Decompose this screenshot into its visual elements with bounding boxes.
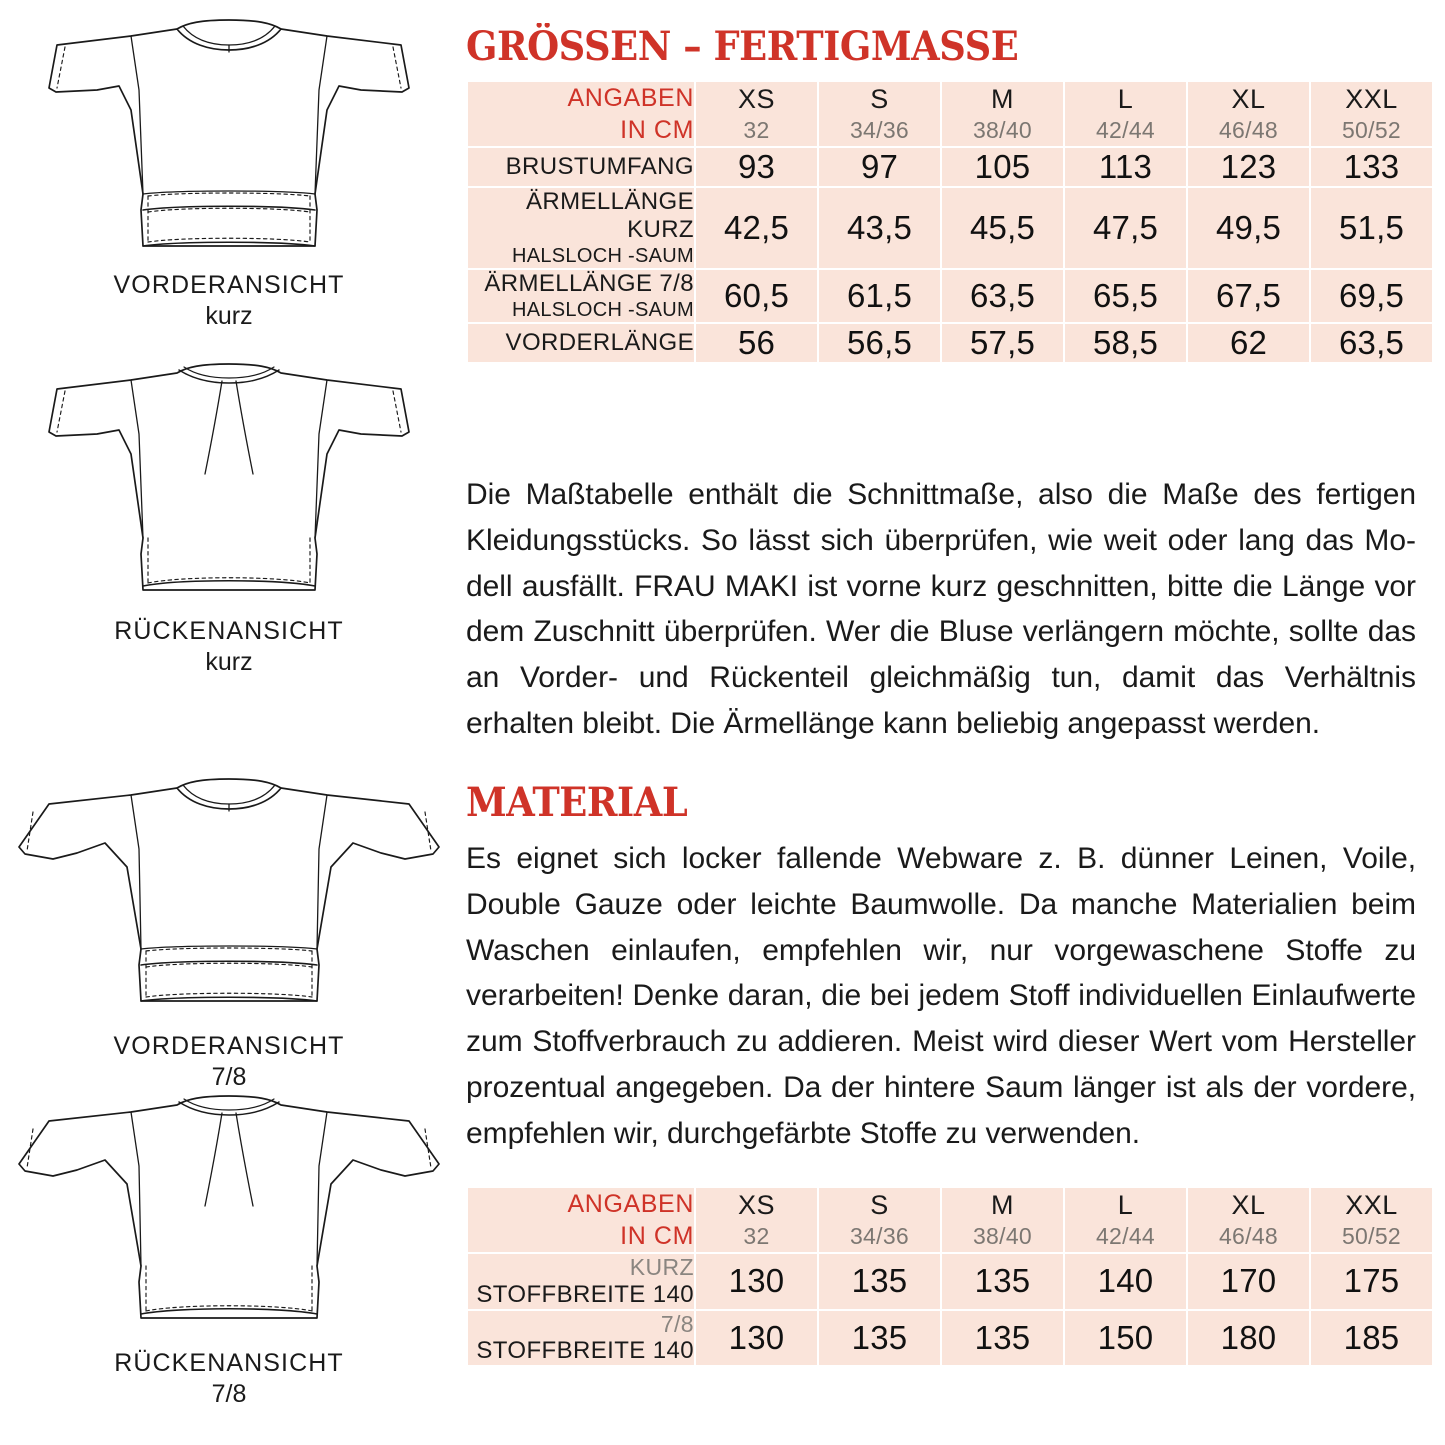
size-eu: 38/40 (972, 116, 1033, 143)
cell-value: 135 (819, 1254, 940, 1309)
column-header-l (1065, 1188, 1186, 1252)
cell-value: 135 (819, 1311, 940, 1366)
cell-value: 56 (696, 324, 817, 362)
cell-value: 133 (1311, 148, 1432, 186)
size-name: XXL (1345, 1190, 1398, 1220)
row-label-pre: 7/8 (660, 1310, 694, 1337)
figure-caption (114, 271, 345, 331)
content-column (462, 0, 1445, 1445)
column-header-xs (696, 1188, 817, 1252)
column-header-s (819, 82, 940, 146)
garment-illustration-back-short (9, 360, 449, 615)
column-header-s (819, 1188, 940, 1252)
size-eu: 46/48 (1218, 116, 1279, 143)
table-row (468, 324, 1432, 362)
column-header-xxl (1311, 1188, 1432, 1252)
column-header-m (942, 1188, 1063, 1252)
size-name: S (870, 84, 889, 114)
size-name: L (1117, 1190, 1134, 1220)
size-name: XS (737, 84, 776, 114)
size-name: S (870, 1190, 889, 1220)
illustration-column (0, 0, 458, 1445)
column-header-l (1065, 82, 1186, 146)
column-header-xl (1188, 1188, 1309, 1252)
table-row (468, 270, 1432, 322)
cell-value: 93 (696, 148, 817, 186)
cell-value: 105 (942, 148, 1063, 186)
header-label-line1: ANGABEN (567, 84, 694, 112)
table-header-label (468, 82, 694, 146)
size-eu: 50/52 (1341, 1222, 1402, 1249)
row-label-aermellaenge-78 (468, 270, 694, 322)
cell-value: 60,5 (696, 270, 817, 322)
table-header-row (468, 82, 1432, 146)
cell-value: 180 (1188, 1311, 1309, 1366)
cell-value: 42,5 (696, 188, 817, 268)
cell-value: 150 (1065, 1311, 1186, 1366)
cell-value: 97 (819, 148, 940, 186)
cell-value: 140 (1065, 1254, 1186, 1309)
figure-caption-main: RÜCKENANSICHT (114, 1349, 344, 1377)
paragraph-measurement-info: Die Maßtabelle enthält die Schnittmaße, also die Maße des fertigen Kleidungsstücks. So lässt sich überprüfen, wie weit oder lang das Modell ausfällt. FRAU MAKI ist vorne kurz geschnitten, bitte die Länge vor dem Zuschnitt überprüfen. Wer die Bluse verlängern möchte, sollte das an Vorder- und Rückenteil gleichmäßig tun, damit das Verhältnis erhalten bleibt. Die Ärmellänge kann beliebig angepasst werden. (466, 478, 1416, 740)
cell-value: 185 (1311, 1311, 1432, 1366)
row-label-main: ÄRMELLÄNGE 7/8 (484, 269, 694, 297)
figure-caption-main: VORDERANSICHT (113, 271, 345, 299)
figure-caption-sub: kurz (205, 648, 253, 676)
cell-value: 62 (1188, 324, 1309, 362)
size-name: XL (1231, 84, 1266, 114)
size-eu: 38/40 (972, 1222, 1033, 1249)
figure-back-view-short (0, 360, 458, 677)
header-label-line1: ANGABEN (567, 1190, 694, 1218)
column-header-xs (696, 82, 817, 146)
row-label-main: STOFFBREITE 140 (476, 1280, 694, 1308)
cell-value: 61,5 (819, 270, 940, 322)
size-eu: 42/44 (1095, 116, 1156, 143)
cell-value: 65,5 (1065, 270, 1186, 322)
table-finished-measurements (466, 80, 1434, 364)
size-name: M (991, 84, 1014, 114)
cell-value: 63,5 (942, 270, 1063, 322)
row-label-brustumfang (468, 148, 694, 186)
cell-value: 63,5 (1311, 324, 1432, 362)
figure-back-view-78 (0, 1092, 458, 1409)
cell-value: 130 (696, 1254, 817, 1309)
row-label-vorderlaenge (468, 324, 694, 362)
size-eu: 32 (743, 1222, 770, 1249)
cell-value: 130 (696, 1311, 817, 1366)
header-label-line2: IN CM (620, 1222, 694, 1250)
table-fabric-requirement (466, 1186, 1434, 1367)
table-header-row (468, 1188, 1432, 1252)
size-name: XS (737, 1190, 776, 1220)
size-eu: 32 (743, 116, 770, 143)
section-heading-material: MATERIAL (466, 779, 688, 826)
row-label-main: STOFFBREITE 140 (476, 1337, 694, 1365)
size-name: L (1117, 84, 1134, 114)
figure-front-view-short (0, 14, 458, 331)
row-label-stoffbreite-78 (468, 1311, 694, 1366)
figure-caption-sub: 7/8 (211, 1063, 247, 1091)
row-label-main: VORDERLÄNGE (505, 328, 694, 356)
table-header-label (468, 1188, 694, 1252)
cell-value: 49,5 (1188, 188, 1309, 268)
cell-value: 47,5 (1065, 188, 1186, 268)
row-label-pre: KURZ (629, 1254, 694, 1280)
table-row (468, 148, 1432, 186)
figure-caption-main: RÜCKENANSICHT (114, 617, 344, 645)
column-header-xxl (1311, 82, 1432, 146)
row-label-main: BRUSTUMFANG (505, 153, 694, 181)
cell-value: 67,5 (1188, 270, 1309, 322)
size-eu: 34/36 (849, 116, 910, 143)
table-row (468, 1254, 1432, 1309)
cell-value: 113 (1065, 148, 1186, 186)
paragraph-material-info: Es eignet sich locker fallende Webware z. B. dünner Leinen, Voile, Double Gauze oder leichte Baumwolle. Da manche Materialien beim Waschen einlaufen, empfehlen wir, nur vorgewaschene Stoffe zu verarbeiten! Denke daran, die bei jedem Stoff individuellen Einlaufwerte zum Stoffverbrauch zu addieren. Meist wird dieser Wert vom Hersteller prozentual angegeben. Da der hintere Saum länger ist als der vordere, empfehlen wir, durchgefärbte Stoffe zu verwenden. (466, 842, 1416, 1150)
column-header-m (942, 82, 1063, 146)
figure-caption-sub: kurz (205, 302, 253, 330)
table-row (468, 1311, 1432, 1366)
garment-illustration-front-short (9, 14, 449, 269)
size-name: XXL (1345, 84, 1398, 114)
cell-value: 45,5 (942, 188, 1063, 268)
size-name: M (991, 1190, 1014, 1220)
cell-value: 43,5 (819, 188, 940, 268)
cell-value: 58,5 (1065, 324, 1186, 362)
cell-value: 175 (1311, 1254, 1432, 1309)
cell-value: 123 (1188, 148, 1309, 186)
cell-value: 135 (942, 1254, 1063, 1309)
cell-value: 69,5 (1311, 270, 1432, 322)
cell-value: 170 (1188, 1254, 1309, 1309)
size-eu: 50/52 (1341, 116, 1402, 143)
row-label-aermellaenge-kurz (468, 188, 694, 268)
cell-value: 56,5 (819, 324, 940, 362)
size-eu: 42/44 (1095, 1222, 1156, 1249)
garment-illustration-back-78 (9, 1092, 449, 1347)
row-label-main: ÄRMELLÄNGE KURZ (525, 188, 694, 243)
cell-value: 135 (942, 1311, 1063, 1366)
size-eu: 46/48 (1218, 1222, 1279, 1249)
row-label-stoffbreite-kurz (468, 1254, 694, 1309)
cell-value: 51,5 (1311, 188, 1432, 268)
row-label-sub: HALSLOCH -SAUM (511, 244, 694, 267)
size-eu: 34/36 (849, 1222, 910, 1249)
section-heading-sizes: GRÖSSEN – FERTIGMASSE (466, 23, 1019, 70)
header-label-line2: IN CM (620, 116, 694, 144)
size-name: XL (1231, 1190, 1266, 1220)
cell-value: 57,5 (942, 324, 1063, 362)
garment-illustration-front-78 (9, 775, 449, 1030)
figure-caption-sub: 7/8 (211, 1380, 247, 1408)
figure-caption (114, 1032, 345, 1092)
table-row (468, 188, 1432, 268)
figure-caption-main: VORDERANSICHT (113, 1032, 345, 1060)
column-header-xl (1188, 82, 1309, 146)
figure-caption (114, 617, 344, 677)
row-label-sub: HALSLOCH -SAUM (511, 298, 694, 321)
figure-front-view-78 (0, 775, 458, 1092)
figure-caption (114, 1349, 344, 1409)
